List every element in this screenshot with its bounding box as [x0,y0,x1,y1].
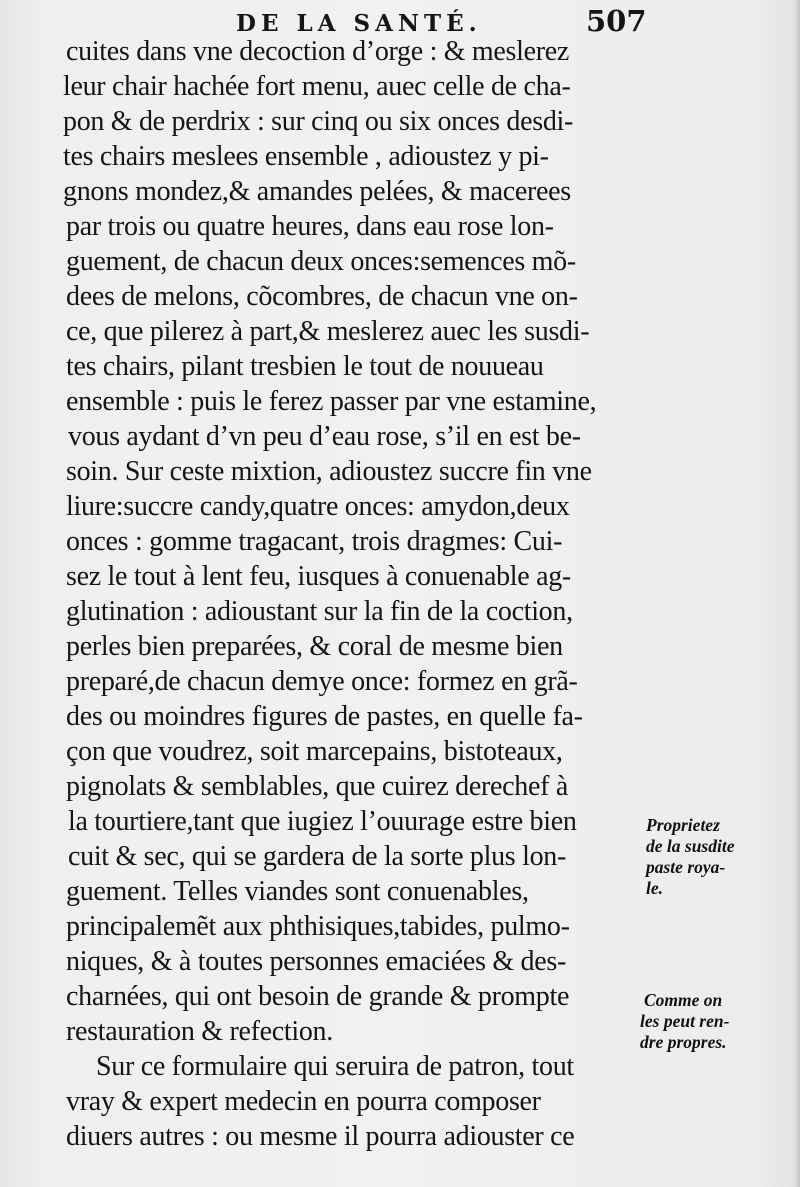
text-line: tes chairs meslees ensemble , adioustez y pi- [63,141,549,172]
text-line: leur chair hachée fort menu, auec celle de cha- [63,71,571,102]
text-line: par trois ou quatre heures, dans eau rose lon- [66,211,554,242]
text-line: pon & de perdrix : sur cinq ou six onces desdi- [63,106,574,137]
text-line: liure:succre candy,quatre onces: amydon,deux [66,491,570,522]
text-line: charnées, qui ont besoin de grande & prompte [66,981,570,1012]
text-line: gnons mondez,& amandes pelées, & macerees [63,176,571,207]
text-line: vous aydant d’vn peu d’eau rose, s’il en est be- [68,421,581,452]
text-line: soin. Sur ceste mixtion, adioustez succre fin vne [66,456,592,487]
margin-note-line: le. [646,878,664,898]
margin-note-line: Proprietez [646,815,720,835]
margin-note-line: paste roya- [646,857,726,877]
text-line: des ou moindres figures de pastes, en quelle fa- [66,701,583,732]
text-line: cuites dans vne decoction d’orge : & meslerez [66,36,570,67]
text-line: preparé,de chacun demye once: formez en grã- [66,666,578,697]
text-line: onces : gomme tragacant, trois dragmes: Cui- [66,526,563,557]
page-edge-shadow [794,0,800,1187]
text-line: çon que voudrez, soit marcepains, bistoteaux, [66,736,563,767]
page-number: 507 [586,4,647,38]
text-line: vray & expert medecin en pourra composer [66,1086,541,1117]
margin-note-line: Comme on [644,990,723,1010]
text-line: Sur ce formulaire qui seruira de patron, tout [96,1051,574,1082]
text-line: dees de melons, cõcombres, de chacun vne on- [66,281,578,312]
text-line: glutination : adioustant sur la fin de la coction, [66,596,573,627]
text-line: tes chairs, pilant tresbien le tout de nouueau [66,351,544,382]
text-line: ensemble : puis le ferez passer par vne estamine, [66,386,597,417]
text-line: principalemẽt aux phthisiques,tabides, pulmo- [66,911,570,942]
text-line: guement, de chacun deux onces:semences mõ- [66,246,576,277]
margin-note [646,815,734,899]
margin-note [640,990,729,1053]
text-line: cuit & sec, qui se gardera de la sorte plus lon- [68,841,566,872]
text-line: la tourtiere,tant que iugiez l’ouurage estre bien [68,806,577,837]
text-line: niques, & à toutes personnes emaciées & des- [66,946,566,977]
margin-note-line: dre propres. [640,1032,727,1052]
text-line: diuers autres : ou mesme il pourra adiouster ce [66,1121,575,1152]
text-line: sez le tout à lent feu, iusques à conuenable ag- [66,561,571,592]
text-line: perles bien preparées, & coral de mesme bien [66,631,563,662]
body-text [60,34,640,1154]
text-line: guement. Telles viandes sont conuenables, [66,876,529,907]
running-title: DE LA SANTÉ. [236,10,482,37]
margin-note-line: de la susdite [646,836,735,856]
text-line: restauration & refection. [66,1016,333,1047]
text-line: pignolats & semblables, que cuirez derechef à [66,771,568,802]
text-line: ce, que pilerez à part,& meslerez auec les susdi- [66,316,590,347]
margin-note-line: les peut ren- [640,1011,730,1031]
